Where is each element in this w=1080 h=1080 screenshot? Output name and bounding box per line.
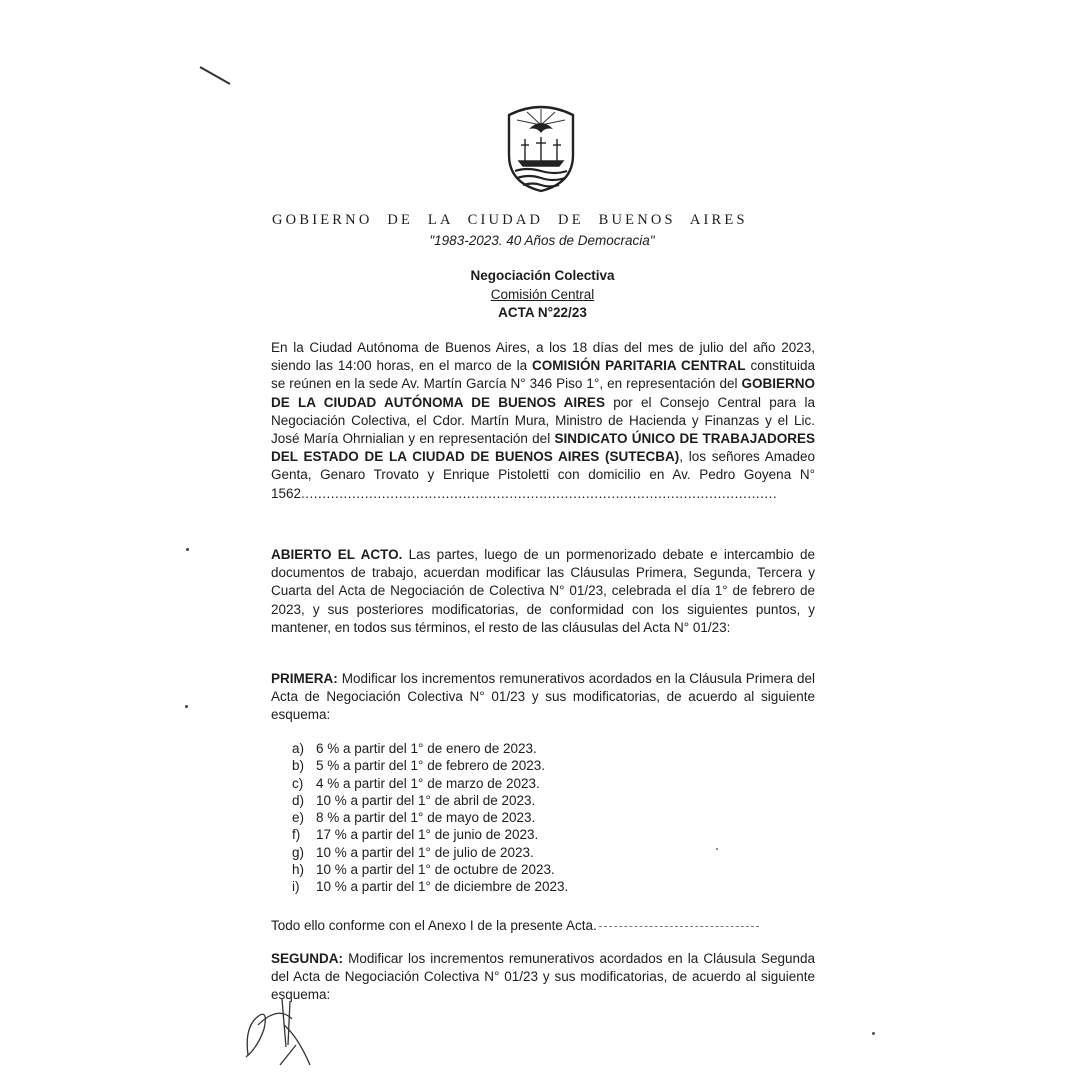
list-item bbox=[292, 775, 692, 792]
list-item-label: b) bbox=[292, 758, 305, 774]
primera-lead: PRIMERA: bbox=[271, 671, 338, 686]
list-item-text: 17 % a partir del 1° de junio de 2023. bbox=[316, 827, 539, 843]
opening-lead: ABIERTO EL ACTO. bbox=[271, 547, 403, 562]
handwritten-signature-icon bbox=[238, 985, 328, 1070]
list-item bbox=[292, 809, 692, 826]
list-item-text: 4 % a partir del 1° de marzo de 2023. bbox=[316, 775, 540, 791]
document-subtitle: Comisión Central bbox=[490, 287, 595, 302]
list-item bbox=[292, 740, 692, 757]
intro-paragraph bbox=[271, 339, 815, 503]
list-item-text: 10 % a partir del 1° de abril de 2023. bbox=[316, 792, 536, 808]
intro-dot-leader: ................................................................................................................ bbox=[301, 485, 778, 501]
dashed-leader bbox=[599, 926, 759, 927]
list-item-label: e) bbox=[292, 810, 305, 826]
document-title: Negociación Colectiva bbox=[470, 268, 615, 283]
list-item bbox=[292, 878, 692, 895]
list-item-text: 5 % a partir del 1° de febrero de 2023. bbox=[316, 758, 546, 774]
clause-segunda bbox=[271, 950, 815, 1005]
list-item-label: d) bbox=[292, 792, 305, 808]
democracy-motto: "1983-2023. 40 Años de Democracia" bbox=[429, 233, 655, 248]
intro-text-2: constituida se reúnen en la sede Av. Martín García N° 346 Piso 1°, en representación del bbox=[271, 358, 816, 392]
list-item-label: i) bbox=[292, 879, 300, 895]
segunda-lead: SEGUNDA: bbox=[271, 951, 344, 966]
list-item bbox=[292, 844, 692, 861]
city-coat-of-arms-icon bbox=[505, 103, 577, 193]
list-item-label: f) bbox=[292, 827, 301, 843]
list-item-text: 8 % a partir del 1° de mayo de 2023. bbox=[316, 810, 536, 826]
opening-text: Las partes, luego de un pormenorizado debate e intercambio de documentos de trabajo, acuerdan modificar las Cláusulas Primera, Segunda, Tercera y Cuarta del Acta de Negociación de Colectiva N° 01/23, celebrada el día 1° de febrero de 2023, y sus posteriores modificatorias, de conformidad con los siguientes puntos, y mantener, en todos sus términos, el resto de las cláusulas del Acta N° 01/23: bbox=[271, 547, 815, 635]
opening-paragraph bbox=[271, 546, 815, 637]
segunda-text: Modificar los incrementos remunerativos acordados en la Cláusula Segunda del Acta de Negociación Colectiva N° 01/23 y sus modificatorias, de acuerdo al siguiente esquema: bbox=[271, 951, 815, 1003]
pen-stroke-mark bbox=[198, 64, 234, 88]
annex-text: Todo ello conforme con el Anexo I de la presente Acta. bbox=[271, 918, 597, 933]
list-item bbox=[292, 792, 692, 809]
intro-text-4: , los señores Amadeo Genta, Genaro Trovato y Enrique Pistoletti con domicilio en Av. Pedro Goyena N° 1562 bbox=[271, 449, 815, 501]
speck-mark bbox=[186, 548, 189, 551]
list-item-label: g) bbox=[292, 844, 305, 860]
speck-mark bbox=[872, 1032, 875, 1035]
list-item-text: 6 % a partir del 1° de enero de 2023. bbox=[316, 741, 537, 756]
speck-mark bbox=[185, 705, 188, 708]
list-item-label: a) bbox=[292, 741, 305, 756]
list-item-text: 10 % a partir del 1° de octubre de 2023. bbox=[316, 862, 555, 878]
annex-reference bbox=[271, 918, 759, 933]
intro-text-1: En la Ciudad Autónoma de Buenos Aires, a los 18 días del mes de julio del año 2023, siendo las 14:00 horas, en el marco de la bbox=[271, 340, 815, 374]
intro-bold-government: GOBIERNO DE LA CIUDAD AUTÓNOMA DE BUENOS AIRES bbox=[271, 376, 815, 410]
intro-bold-union: SINDICATO ÚNICO DE TRABAJADORES DEL ESTADO DE LA CIUDAD DE BUENOS AIRES (SUTECBA) bbox=[271, 431, 815, 465]
acta-number: ACTA N°22/23 bbox=[498, 305, 587, 320]
list-item-label: h) bbox=[292, 862, 305, 878]
list-item bbox=[292, 757, 692, 774]
intro-text-3: por el Consejo Central para la Negociación Colectiva, el Cdor. Martín Mura, Ministro de Hacienda y Finanzas y el Lic. José María Ohrnialian y en representación del bbox=[271, 394, 815, 447]
list-item bbox=[292, 826, 692, 843]
list-item-label: c) bbox=[292, 775, 304, 791]
increment-list bbox=[292, 740, 692, 896]
speck-mark bbox=[716, 848, 718, 850]
clause-primera bbox=[271, 670, 815, 725]
list-item-text: 10 % a partir del 1° de julio de 2023. bbox=[316, 844, 534, 860]
primera-text: Modificar los incrementos remunerativos acordados en la Cláusula Primera del Acta de Negociación Colectiva N° 01/23 y sus modificatorias, de acuerdo al siguiente esquema: bbox=[271, 671, 815, 723]
list-item-text: 10 % a partir del 1° de diciembre de 2023. bbox=[316, 879, 569, 895]
government-heading: GOBIERNO DE LA CIUDAD DE BUENOS AIRES bbox=[272, 212, 748, 228]
list-item bbox=[292, 861, 692, 878]
intro-bold-commission: COMISIÓN PARITARIA CENTRAL bbox=[532, 358, 746, 374]
